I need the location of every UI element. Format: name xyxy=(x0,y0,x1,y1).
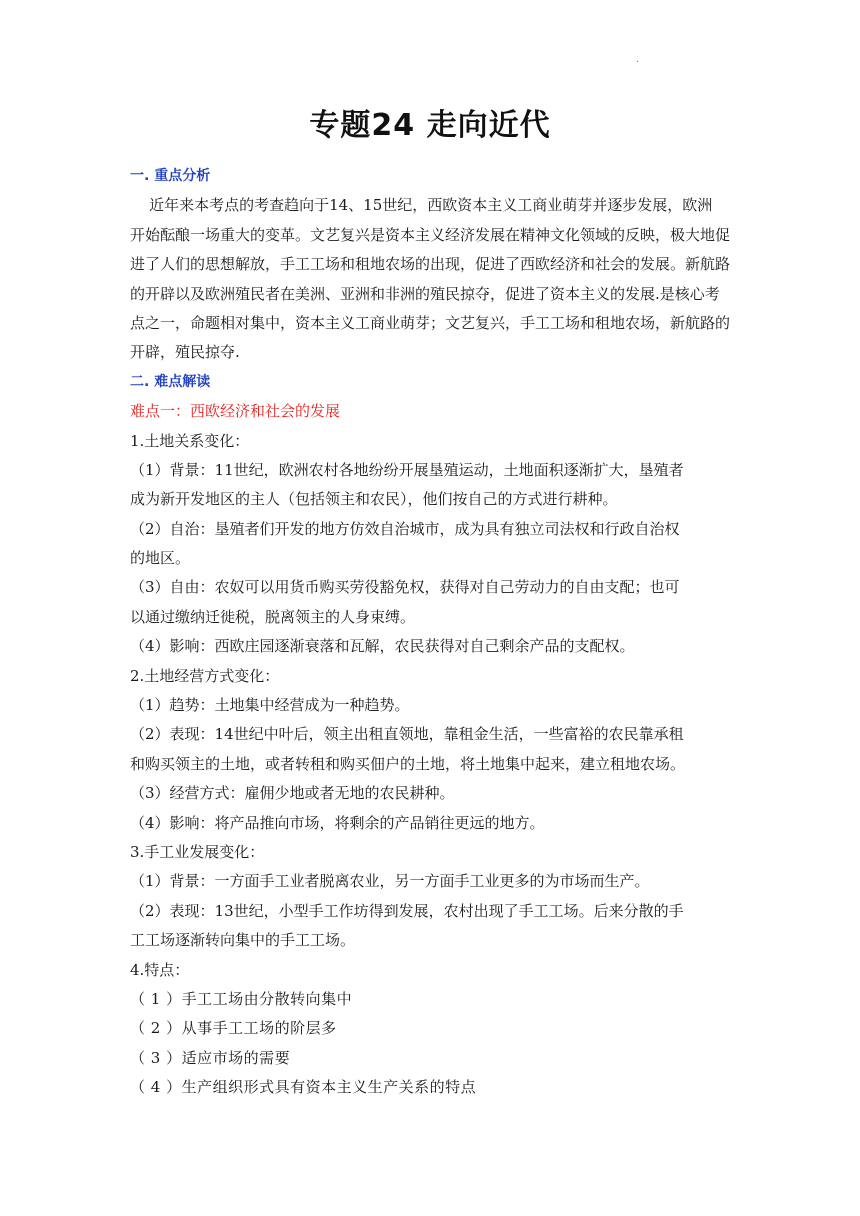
document-body xyxy=(130,162,730,1103)
paragraph-line: 开始酝酿一场重大的变革。文艺复兴是资本主义经济发展在精神文化领域的反映，极大地促 xyxy=(130,225,730,244)
list-item-continuation: 成为新开发地区的主人（包括领主和农民），他们按自己的方式进行耕种。 xyxy=(130,490,618,509)
list-item: （3）自由：农奴可以用货币购买劳役豁免权，获得对自己劳动力的自由支配；也可 xyxy=(130,578,680,597)
list-item: （1）背景：一方面手工业者脱离农业，另一方面手工业更多的为市场而生产。 xyxy=(130,872,650,891)
paragraph-line: 近年来本考点的考查趋向于14、15世纪，西欧资本主义工商业萌芽并逐步发展，欧洲 xyxy=(130,196,713,215)
section-heading-key-analysis: 一. 重点分析 xyxy=(130,168,211,184)
list-item: （1）趋势：土地集中经营成为一种趋势。 xyxy=(130,696,410,715)
list-item: （ 1 ）手工工场由分散转向集中 xyxy=(130,989,353,1008)
subheading-difficulty-one: 难点一：西欧经济和社会的发展 xyxy=(130,402,341,421)
list-item-continuation: 和购买领主的土地，或者转租和购买佃户的土地，将土地集中起来，建立租地农场。 xyxy=(130,754,686,773)
list-heading: 3.手工业发展变化： xyxy=(130,842,265,861)
list-item: （2）表现：13世纪，小型手工作坊得到发展，农村出现了手工工场。后来分散的手 xyxy=(130,901,684,920)
list-item-continuation: 的地区。 xyxy=(130,549,191,568)
list-item: （ 4 ）生产组织形式具有资本主义生产关系的特点 xyxy=(130,1078,477,1097)
list-heading: 1.土地关系变化： xyxy=(130,431,250,450)
list-item: （2）表现：14世纪中叶后，领主出租直领地，靠租金生活，一些富裕的农民靠承租 xyxy=(130,725,684,744)
page-title: 专题24 走向近代 xyxy=(309,108,551,143)
list-item: （ 3 ）适应市场的需要 xyxy=(130,1048,291,1067)
list-item: （1）背景：11世纪，欧洲农村各地纷纷开展垦殖运动，土地面积逐渐扩大，垦殖者 xyxy=(130,460,684,479)
list-item: （ 2 ）从事手工工场的阶层多 xyxy=(130,1019,337,1038)
list-item: （4）影响：将产品推向市场，将剩余的产品销往更远的地方。 xyxy=(130,813,545,832)
list-item: （2）自治：垦殖者们开发的地方仿效自治城市，成为具有独立司法权和行政自治权 xyxy=(130,519,680,538)
list-item: （4）影响：西欧庄园逐渐衰落和瓦解，农民获得对自己剩余产品的支配权。 xyxy=(130,637,635,656)
list-heading: 2.土地经营方式变化： xyxy=(130,666,280,685)
list-item-continuation: 工工场逐渐转向集中的手工工场。 xyxy=(130,931,356,950)
paragraph-line: 开辟，殖民掠夺. xyxy=(130,343,240,362)
paragraph-line: 的开辟以及欧洲殖民者在美洲、亚洲和非洲的殖民掠夺，促进了资本主义的发展.是核心考 xyxy=(130,284,720,303)
section-heading-difficulty-reading: 二. 难点解读 xyxy=(130,373,211,390)
paragraph-line: 进了人们的思想解放，手工工场和租地农场的出现，促进了西欧经济和社会的发展。新航路 xyxy=(130,255,730,274)
paragraph-line: 点之一，命题相对集中，资本主义工商业萌芽；文艺复兴，手工工场和租地农场，新航路的 xyxy=(130,313,730,332)
list-item: （3）经营方式：雇佣少地或者无地的农民耕种。 xyxy=(130,784,455,803)
header-dot: · xyxy=(636,57,640,68)
list-item-continuation: 以通过缴纳迁徙税，脱离领主的人身束缚。 xyxy=(130,607,416,626)
list-heading: 4.特点： xyxy=(130,960,190,979)
